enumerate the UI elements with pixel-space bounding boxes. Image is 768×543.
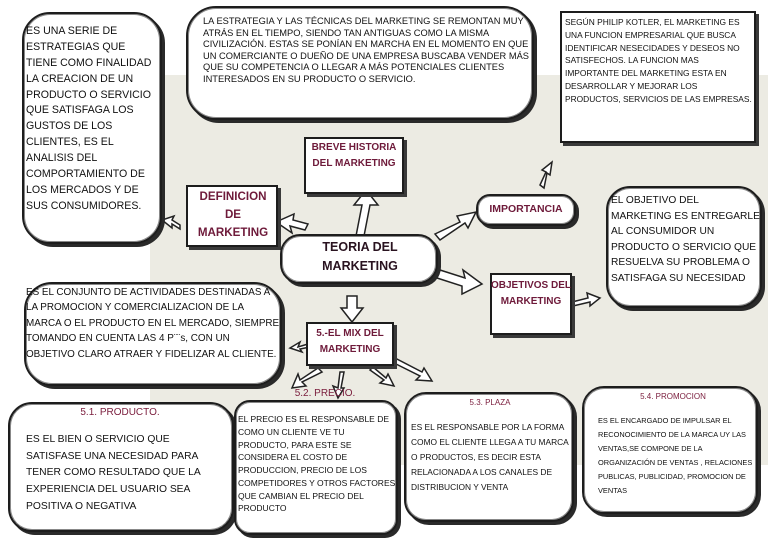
arrow-to-promocion (388, 356, 432, 381)
mix-label: 5.-EL MIX DEL MARKETING (316, 328, 384, 355)
arrow-to-producto (292, 368, 322, 388)
arrow-to-importancia (435, 212, 476, 240)
arrow-to-definicion (276, 214, 308, 233)
definicion-text: ES UNA SERIE DE ESTRATEGIAS QUE TIENE COMO FINALIDAD LA CREACION DE UN PRODUCTO O SERVICIO QUE SATISFAGA LOS GUSTOS DE LOS CLIENTES, ES EL ANALISIS DEL COMPORTAMIENTO DE LOS MERCADOS Y DE SUS CONSUMIDORES. (26, 25, 152, 212)
precio-title: 5.2. PRECIO. (294, 388, 356, 399)
definicion-label: DEFINICION DE MARKETING (197, 190, 269, 239)
producto-text: ES EL BIEN O SERVICIO QUE SATISFASE UNA NECESIDAD PARA TENER COMO RESULTADO QUE LA EXPERIENCIA DEL USUARIO SEA POSITIVA O NEGATIVA (26, 434, 201, 512)
plaza-text: ES EL RESPONSABLE POR LA FORMA COMO EL CLIENTE LLEGA A TU MARCA O PRODUCTOS, ES DECIR ESTA RELACIONADA A LOS CANALES DE DISTRIBUCION Y VENTA (411, 422, 569, 492)
objetivos-label: OBJETIVOS DEL MARKETING (490, 280, 571, 307)
producto-title: 5.1. PRODUCTO. (80, 407, 160, 418)
kotler-text: SEGÚN PHILIP KOTLER, EL MARKETING ES UNA FUNCION EMPRESARIAL QUE BUSCA IDENTIFICAR NESECIDADES Y DESEOS NO SATISFECHOS. LA FUNCION MAS IMPORTANTE DEL MARKETING ESTA EN DESARROLLAR Y MEJORAR LOS PRODUCTOS, SERVICIOS DE LAS EMPRESAS. (565, 17, 752, 104)
plaza-title: 5.3. PLAZA (469, 398, 511, 407)
historia-text: LA ESTRATEGIA Y LAS TÉCNICAS DEL MARKETING SE REMONTAN MUY ATRÁS EN EL TIEMPO, SIENDO TAN ANTIGUAS COMO LA MISMA CIVILIZACIÓN. ESTAS SE PONÍAN EN MARCHA EN EL MOMENTO EN QUE UN COMERCIANTE O DUEÑO DE UNA EMPRESA BUSCABA VENDER MÁS QUE SU COMPETENCIA O LLEGAR A MÁS POTENCIALES CLIENTES INTERESADOS EN SU PRODUCTO O SERVICIO. (203, 16, 529, 84)
arrow-to-mix (341, 296, 363, 322)
objetivo-text: EL OBJETIVO DEL MARKETING ES ENTREGARLE AL CONSUMIDOR UN PRODUCTO O SERVICIO QUE RESUELVA SU PROBLEMA O SATISFAGA SU NECESIDAD (611, 195, 760, 285)
promocion-text: ES EL ENCARGADO DE IMPULSAR EL RECONOCIMIENTO DE LA MARCA UY LAS VENTAS,SE COMPONE DE LA ORGANIZACIÓN DE VENTAS , RELACIONES PUBLICAS, PUBLICIDAD, PROMOCION DE VENTAS (598, 416, 753, 496)
arrow-to-historia (354, 190, 378, 236)
precio-text: EL PRECIO ES EL RESPONSABLE DE COMO UN CLIENTE VE TU PRODUCTO, PARA ESTE SE CONSIDERA EL COSTO DE PRODUCCION, PRECIO DE LOS COMPETIDORES Y OTROS FACTORES QUE CAMBIAN EL PRECIO DEL PRODUCTO (238, 414, 396, 514)
arrow-to-objetivo-text (572, 293, 600, 306)
arrow-to-objetivos (437, 270, 482, 294)
arrow-to-plaza (370, 367, 394, 386)
promocion-title: 5.4. PROMOCION (640, 392, 706, 401)
arrow-to-kotler (540, 162, 552, 188)
breve-historia-label: BREVE HISTORIA DEL MARKETING (311, 142, 397, 169)
arrow-to-definicion-text (162, 216, 180, 229)
importancia-label: IMPORTANCIA (489, 203, 563, 215)
mix-text: ES EL CONJUNTO DE ACTIVIDADES DESTINADAS A LA PROMOCION Y COMERCIALIZACION DE LA MARCA O EL PRODUCTO EN EL MERCADO, SIEMPRE TOMANDO EN CUENTA LAS 4 P¨¨s, CON UN OBJETIVO CLARO ATRAER Y FIDELIZAR AL CLIENTE. (26, 287, 280, 360)
center-title: TEORIA DEL MARKETING (322, 240, 398, 273)
